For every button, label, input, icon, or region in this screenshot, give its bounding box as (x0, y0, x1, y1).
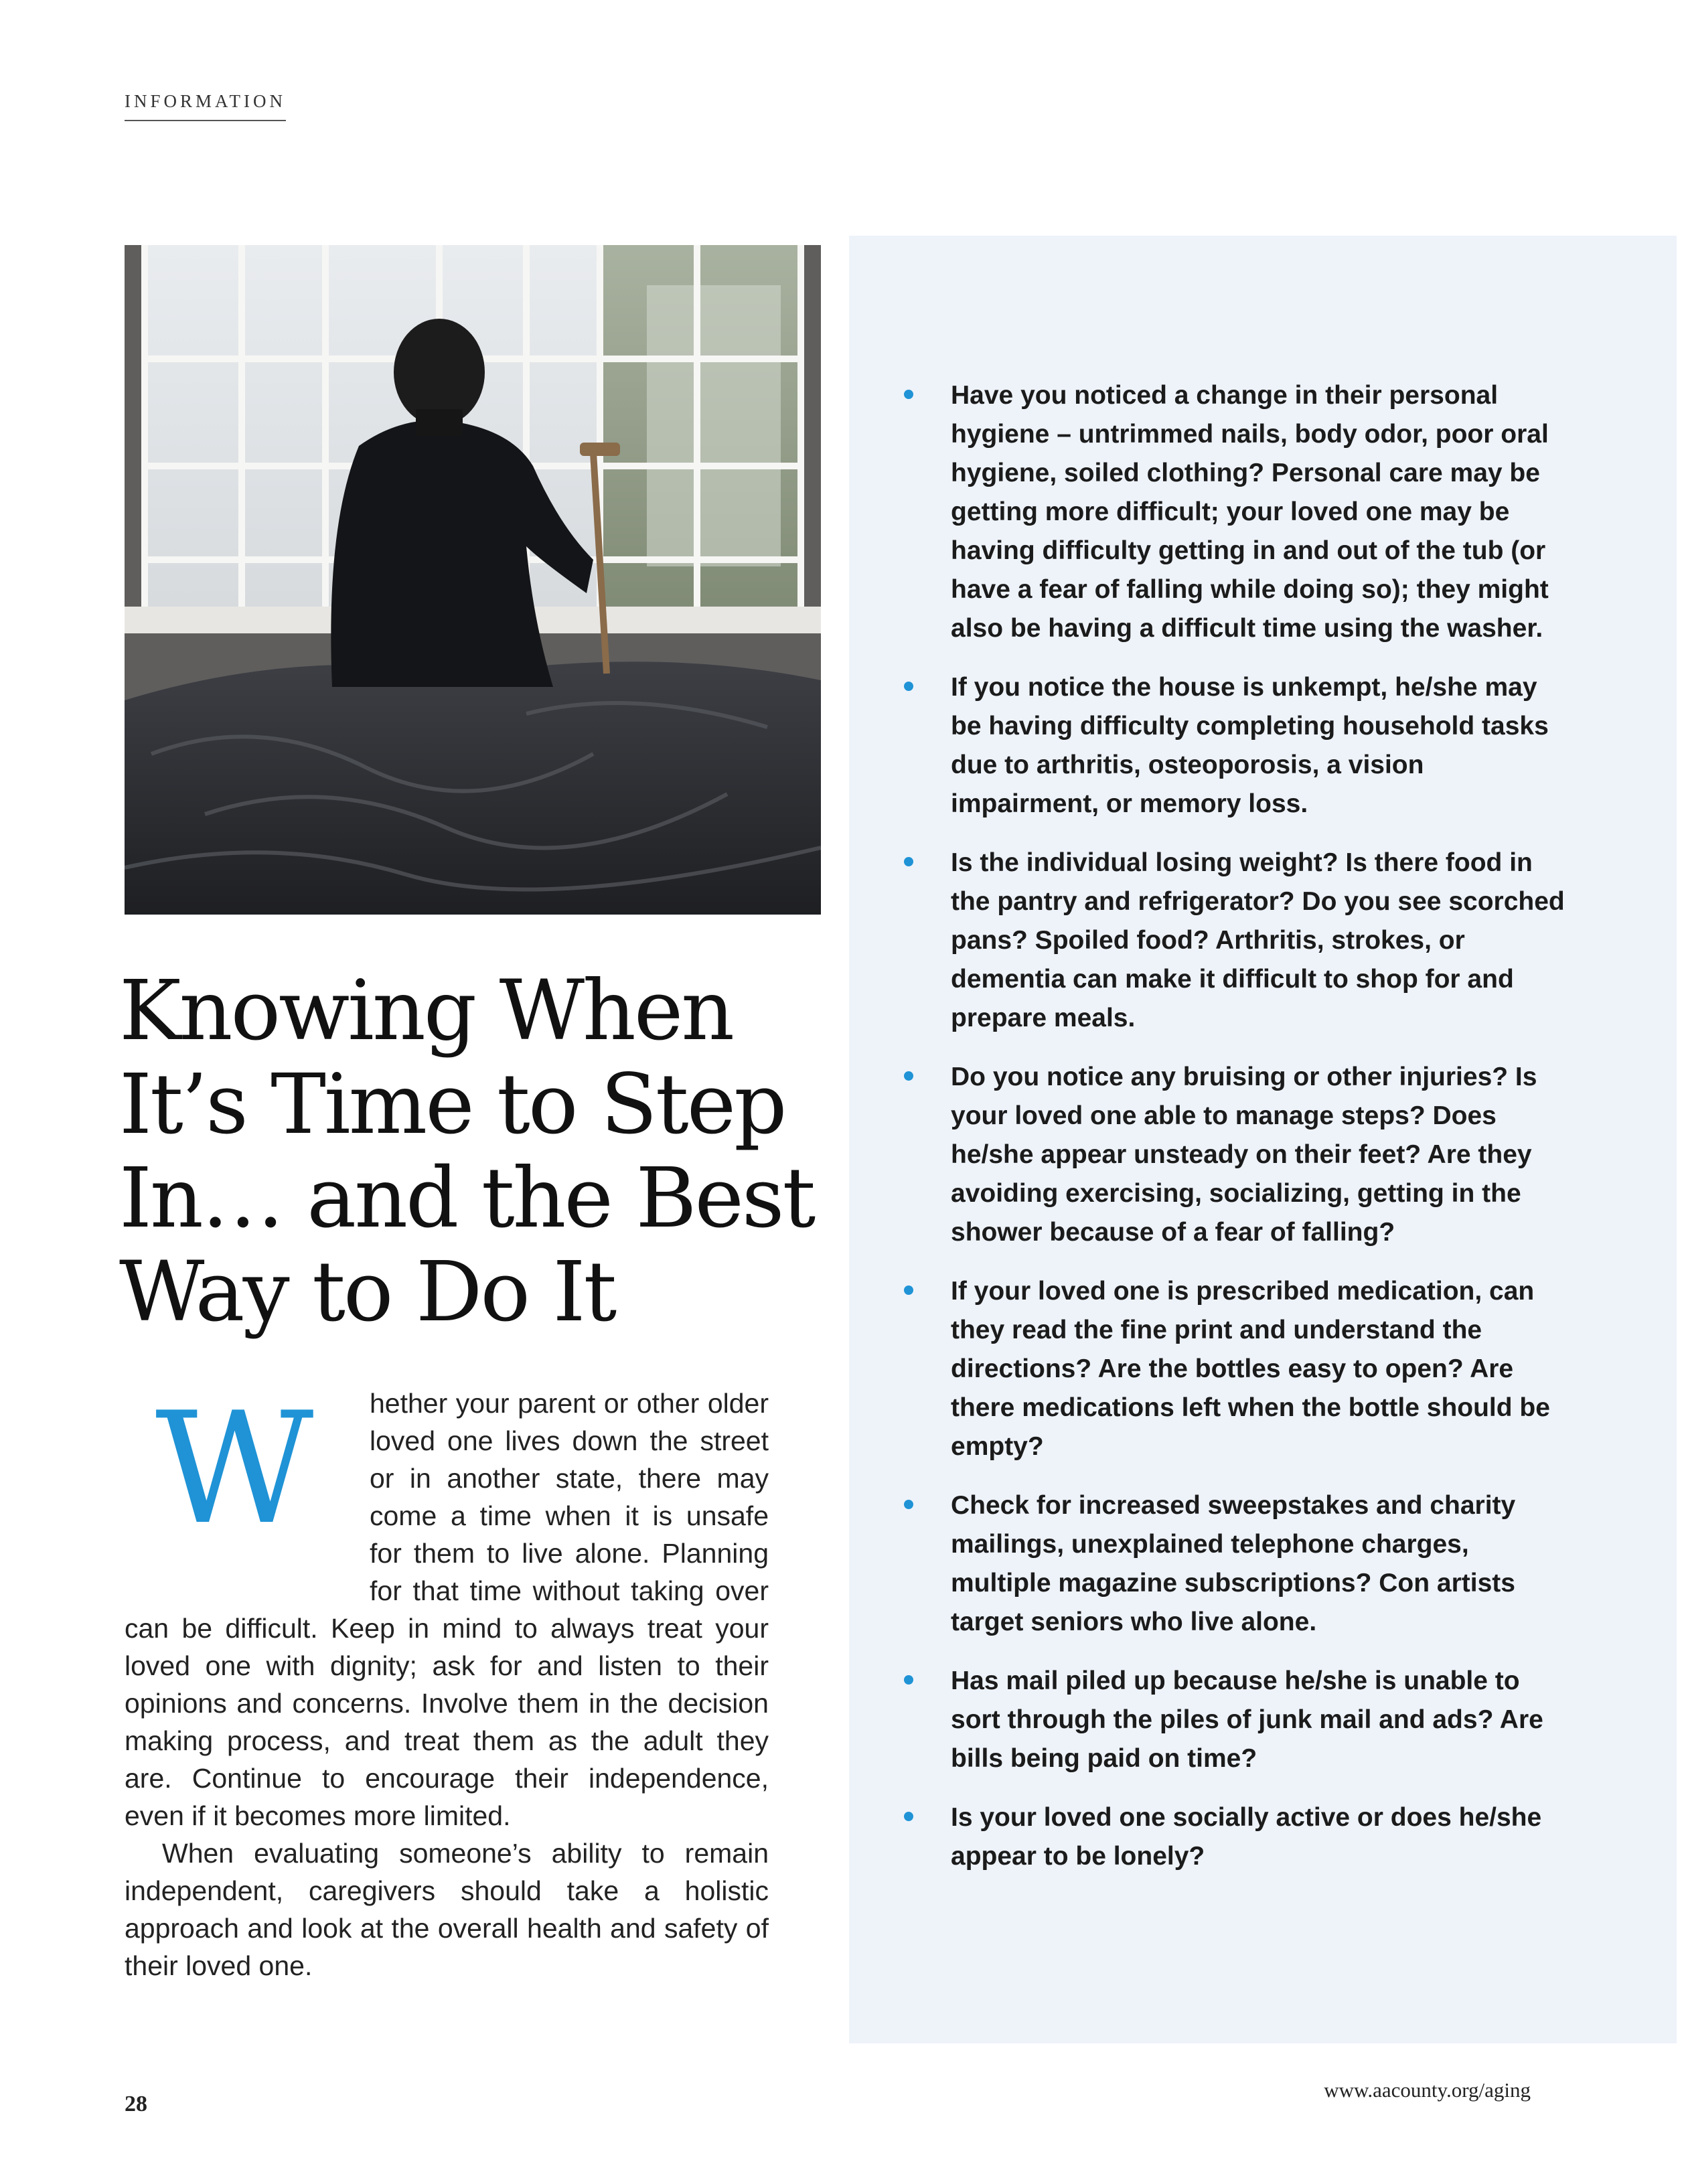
warning-signs-list (903, 376, 1572, 1896)
list-item-text: Is your loved one socially active or does he/she appear to be lonely? (951, 1803, 1542, 1871)
bullet-icon (904, 857, 913, 866)
bullet-icon (904, 390, 913, 399)
section-label: INFORMATION (125, 91, 286, 121)
bullet-icon (904, 1812, 913, 1821)
list-item (903, 668, 1572, 824)
footer-url: www.aacounty.org/aging (1324, 2078, 1531, 2102)
list-item (903, 844, 1572, 1038)
list-item (903, 1058, 1572, 1252)
list-item-text: If you notice the house is unkempt, he/she may be having difficulty completing household tasks due to arthritis, osteoporosis, a vision impairment, or memory loss. (951, 673, 1549, 818)
bullet-icon (904, 682, 913, 691)
article-photo (125, 245, 821, 915)
bullet-icon (904, 1675, 913, 1685)
list-item (903, 1272, 1572, 1466)
list-item (903, 1486, 1572, 1642)
list-item-text: Have you noticed a change in their personal hygiene – untrimmed nails, body odor, poor oral hygiene, soiled clothing? Personal care may be getting more difficult; your loved one may be having difficulty getting in and out of the tub (or have a fear of falling while doing so); they might also be having a difficult time using the washer. (951, 381, 1549, 643)
list-item (903, 376, 1572, 648)
article-title: Knowing When It’s Time to Step In… and the Best Way to Do It (119, 963, 814, 1340)
photo-man-sitting-on-bed-icon (125, 245, 821, 915)
bullet-icon (904, 1071, 913, 1081)
list-item-text: Do you notice any bruising or other injuries? Is your loved one able to manage steps? Does he/she appear unsteady on their feet? Are they avoiding exercising, socializing, getting in the shower because of a fear of falling? (951, 1063, 1537, 1247)
paragraph-1-text: hether your parent or other older loved one lives down the street or in another state, there may come a time when it is unsafe for them to live alone. Planning for that time without taking over can be difficult. Keep in mind to always treat your loved one with dignity; ask for and listen to their opinions and concerns. Involve them in the decision making process, and treat them as the adult they are. Continue to encourage their independence, even if it becomes more limited. (125, 1388, 769, 1831)
article-body (125, 1380, 769, 1984)
page-number: 28 (125, 2092, 147, 2116)
drop-cap: W (155, 1380, 314, 1559)
bullet-icon (904, 1500, 913, 1509)
list-item (903, 1662, 1572, 1778)
list-item-text: Is the individual losing weight? Is there food in the pantry and refrigerator? Do you see scorched pans? Spoiled food? Arthritis, strokes, or dementia can make it difficult to shop for and prepare meals. (951, 848, 1565, 1032)
list-item-text: Check for increased sweepstakes and charity mailings, unexplained telephone charges, multiple magazine subscriptions? Con artists target seniors who live alone. (951, 1491, 1516, 1636)
list-item-text: If your loved one is prescribed medication, can they read the fine print and understand the directions? Are the bottles easy to open? Are there medications left when the bottle should be empty? (951, 1277, 1550, 1461)
checklist-sidebar (849, 236, 1677, 2043)
list-item-text: Has mail piled up because he/she is unable to sort through the piles of junk mail and ads? Are bills being paid on time? (951, 1666, 1543, 1773)
bullet-icon (904, 1285, 913, 1295)
list-item (903, 1798, 1572, 1876)
intro-paragraph (125, 1380, 769, 1835)
paragraph-2: When evaluating someone’s ability to remain independent, caregivers should take a holistic approach and look at the overall health and safety of their loved one. (125, 1838, 769, 1981)
